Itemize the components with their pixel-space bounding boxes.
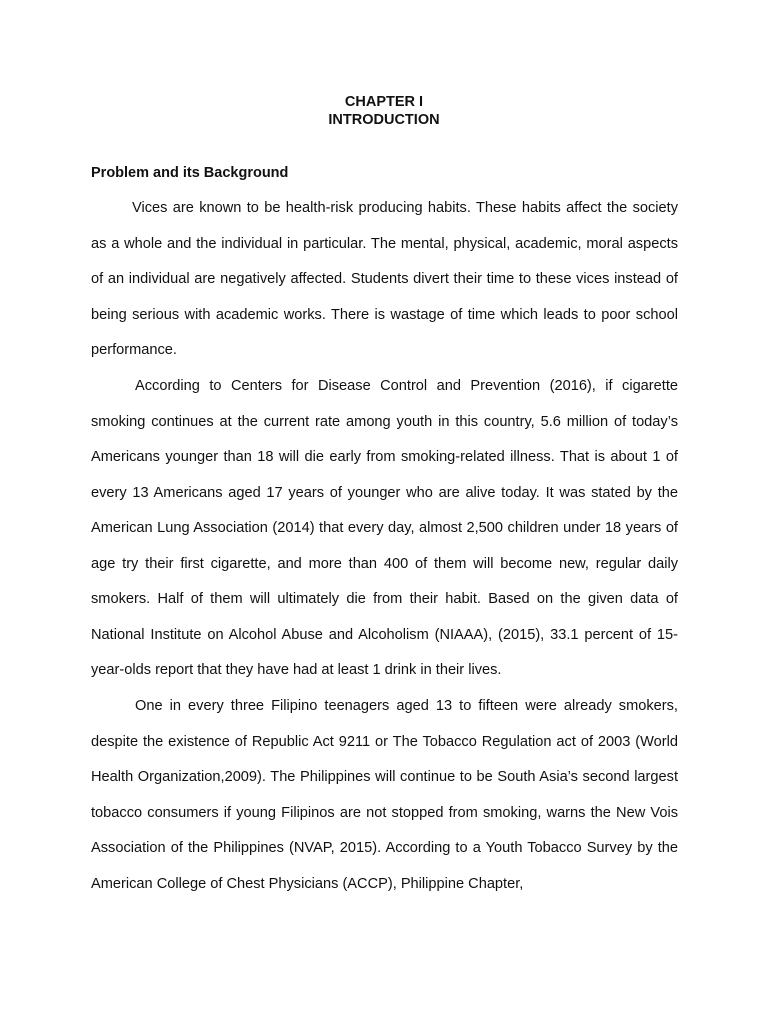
paragraph-text: According to Centers for Disease Control and Prevention (2016), if cigarette smoking continues at the current rate among youth in this country, 5.6 million of today’s Americans younger than 18 will die early from smoking-related illness. That is about 1 of every 13 Americans aged 17 years of younger who are alive today. It was stated by the American Lung Association (2014) that every day, almost 2,500 children under 18 years of age try their first cigarette, and more than 400 of them will become new, regular daily smokers. Half of them will ultimately die from their habit. Based on the given data of National Institute on Alcohol Abuse and Alcoholism (NIAAA), (2015), 33.1 percent of 15-year-olds report that they have had at least 1 drink in their lives. — [91, 378, 678, 678]
chapter-title: INTRODUCTION — [328, 112, 440, 128]
paragraph-cdc-statistics — [91, 369, 678, 689]
section-title: Problem and its Background — [91, 165, 289, 181]
paragraph-text: Vices are known to be health-risk producing habits. These habits affect the society as a whole and the individual in particular. The mental, physical, academic, moral aspects of an individual are negatively affected. Students divert their time to these vices instead of being serious with academic works. There is wastage of time which leads to poor school performance. — [91, 200, 678, 358]
chapter-number: CHAPTER I — [344, 94, 424, 110]
paragraph-vices — [91, 191, 678, 369]
paragraph-text: One in every three Filipino teenagers aged 13 to fifteen were already smokers, despite the existence of Republic Act 9211 or The Tobacco Regulation act of 2003 (World Health Organization,2009). The Philippines will continue to be South Asia’s second largest tobacco consumers if young Filipinos are not stopped from smoking, warns the New Vois Association of the Philippines (NVAP, 2015). According to a Youth Tobacco Survey by the American College of Chest Physicians (ACCP), Philippine Chapter, — [91, 698, 678, 892]
paragraph-filipino-teenagers — [91, 689, 678, 902]
